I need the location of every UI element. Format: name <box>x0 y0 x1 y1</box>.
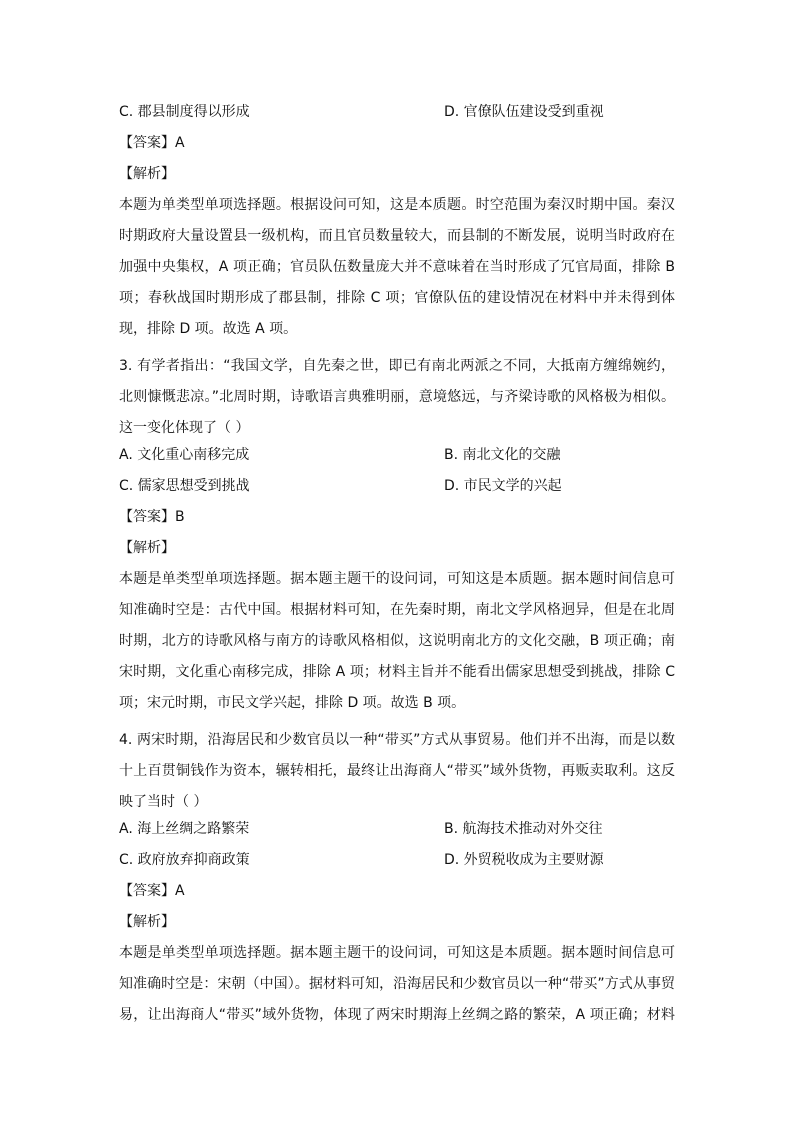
q3-stem-line: 3. 有学者指出：“我国文学，自先秦之世，即已有南北两派之不同，大抵南方缠绵婉约， <box>119 358 675 374</box>
q2-option-c: C. 郡县制度得以形成 <box>119 104 250 120</box>
q2-analysis <box>119 190 675 345</box>
q3-analysis-line: 宋时期，文化重心南移完成，排除 A 项；材料主旨并不能看出儒家思想受到挑战，排除 C <box>119 664 675 680</box>
q3-option-b: B. 南北文化的交融 <box>444 447 561 463</box>
q4-stem-line: 映了当时（ ） <box>119 794 208 810</box>
q4-stem-line: 十上百贯铜钱作为资本，辗转相托，最终让出海商人“带买”域外货物，再贩卖取利。这反 <box>119 763 675 779</box>
q4-option-b: B. 航海技术推动对外交往 <box>444 821 603 837</box>
q2-analysis-line: 时期政府大量设置县一级机构，而且官员数量较大，而县制的不断发展，说明当时政府在 <box>119 228 675 244</box>
q3-analysis-line: 项；宋元时期，市民文学兴起，排除 D 项。故选 B 项。 <box>119 695 466 711</box>
q4-analysis-line: 知准确时空是：宋朝（中国）。据材料可知，沿海居民和少数官员以一种“带买”方式从事贸 <box>119 976 675 992</box>
q3-analysis-line: 时期，北方的诗歌风格与南方的诗歌风格相似，这说明南北方的文化交融，B 项正确；南 <box>119 633 675 649</box>
q4-option-d: D. 外贸税收成为主要财源 <box>444 852 604 868</box>
q4-answer: 【答案】A <box>119 883 185 899</box>
q4-option-c: C. 政府放弃抑商政策 <box>119 852 250 868</box>
q2-answer: 【答案】A <box>119 135 185 151</box>
q2-analysis-label: 【解析】 <box>119 166 175 182</box>
q3-option-d: D. 市民文学的兴起 <box>444 478 562 494</box>
q3-answer: 【答案】B <box>119 509 185 525</box>
q3-stem-line: 这一变化体现了（ ） <box>119 420 250 436</box>
q3-analysis-label: 【解析】 <box>119 540 175 556</box>
q4-stem-line: 4. 两宋时期，沿海居民和少数官员以一种“带买”方式从事贸易。他们并不出海，而是以数 <box>119 732 675 748</box>
q3-analysis <box>119 564 675 719</box>
q3-option-c: C. 儒家思想受到挑战 <box>119 478 250 494</box>
q3-analysis-line: 本题是单类型单项选择题。据本题主题干的设问词，可知这是本质题。据本题时间信息可 <box>119 571 675 587</box>
q4-analysis <box>119 938 675 1031</box>
q2-analysis-line: 加强中央集权，A 项正确；官员队伍数量庞大并不意味着在当时形成了冗官局面，排除 B <box>119 259 675 275</box>
q4-stem <box>119 725 675 818</box>
q3-option-a: A. 文化重心南移完成 <box>119 447 250 463</box>
q2-analysis-line: 项；春秋战国时期形成了郡县制，排除 C 项；官僚队伍的建设情况在材料中并未得到体 <box>119 290 675 306</box>
q4-analysis-label: 【解析】 <box>119 914 175 930</box>
q3-analysis-line: 知准确时空是：古代中国。根据材料可知，在先秦时期，南北文学风格迥异，但是在北周 <box>119 602 675 618</box>
q4-option-a: A. 海上丝绸之路繁荣 <box>119 821 250 837</box>
q3-stem-line: 北则慷慨悲凉。”北周时期，诗歌语言典雅明丽，意境悠远，与齐梁诗歌的风格极为相似。 <box>119 389 675 405</box>
q2-analysis-line: 本题为单类型单项选择题。根据设问可知，这是本质题。时空范围为秦汉时期中国。秦汉 <box>119 197 675 213</box>
q2-analysis-line: 现，排除 D 项。故选 A 项。 <box>119 321 298 337</box>
q2-option-d: D. 官僚队伍建设受到重视 <box>444 104 604 120</box>
q3-stem <box>119 351 675 444</box>
q4-analysis-line: 易，让出海商人“带买”域外货物，体现了两宋时期海上丝绸之路的繁荣，A 项正确；材料 <box>119 1007 675 1023</box>
q4-analysis-line: 本题是单类型单项选择题。据本题主题干的设问词，可知这是本质题。据本题时间信息可 <box>119 945 675 961</box>
